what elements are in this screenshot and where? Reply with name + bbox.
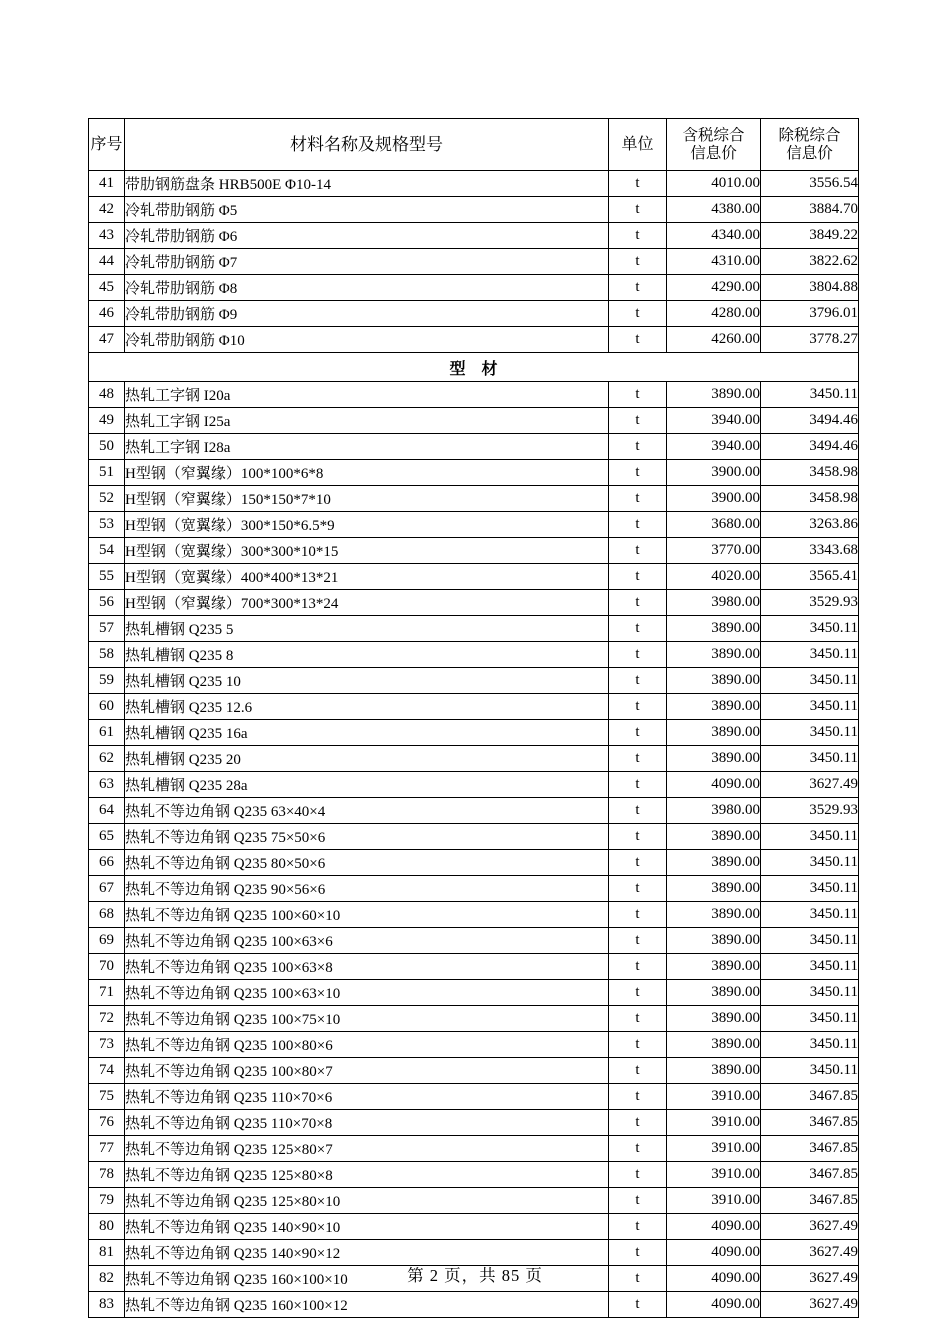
cell-sequence: 80 bbox=[89, 1214, 125, 1240]
cell-price-incl-tax: 3900.00 bbox=[667, 486, 761, 512]
cell-unit: t bbox=[609, 1110, 667, 1136]
column-header-price-excl-tax bbox=[761, 119, 859, 171]
cell-price-excl-tax: 3467.85 bbox=[761, 1136, 859, 1162]
cell-price-incl-tax: 3980.00 bbox=[667, 798, 761, 824]
cell-price-excl-tax: 3822.62 bbox=[761, 249, 859, 275]
cell-unit: t bbox=[609, 642, 667, 668]
cell-unit: t bbox=[609, 223, 667, 249]
cell-unit: t bbox=[609, 798, 667, 824]
cell-price-incl-tax: 3890.00 bbox=[667, 668, 761, 694]
table-row bbox=[89, 798, 859, 824]
cell-price-incl-tax: 3910.00 bbox=[667, 1162, 761, 1188]
column-header-price-incl-tax bbox=[667, 119, 761, 171]
table-row bbox=[89, 1058, 859, 1084]
cell-unit: t bbox=[609, 171, 667, 197]
cell-price-excl-tax: 3796.01 bbox=[761, 301, 859, 327]
cell-material-name: 冷轧带肋钢筋 Φ6 bbox=[125, 223, 609, 249]
price-excl-tax-line2: 信息价 bbox=[786, 144, 833, 162]
cell-unit: t bbox=[609, 1084, 667, 1110]
cell-material-name: 热轧不等边角钢 Q235 110×70×6 bbox=[125, 1084, 609, 1110]
cell-price-incl-tax: 3910.00 bbox=[667, 1110, 761, 1136]
cell-price-excl-tax: 3627.49 bbox=[761, 1292, 859, 1318]
cell-unit: t bbox=[609, 434, 667, 460]
cell-sequence: 73 bbox=[89, 1032, 125, 1058]
cell-price-incl-tax: 4090.00 bbox=[667, 1214, 761, 1240]
cell-unit: t bbox=[609, 980, 667, 1006]
cell-unit: t bbox=[609, 746, 667, 772]
table-row bbox=[89, 327, 859, 353]
cell-price-incl-tax: 3890.00 bbox=[667, 694, 761, 720]
cell-price-incl-tax: 4020.00 bbox=[667, 564, 761, 590]
cell-unit: t bbox=[609, 954, 667, 980]
cell-price-excl-tax: 3556.54 bbox=[761, 171, 859, 197]
table-row bbox=[89, 1188, 859, 1214]
cell-material-name: 带肋钢筋盘条 HRB500E Φ10-14 bbox=[125, 171, 609, 197]
cell-price-excl-tax: 3627.49 bbox=[761, 772, 859, 798]
cell-material-name: H型钢（宽翼缘）300*150*6.5*9 bbox=[125, 512, 609, 538]
cell-unit: t bbox=[609, 1006, 667, 1032]
cell-material-name: H型钢（窄翼缘）700*300*13*24 bbox=[125, 590, 609, 616]
cell-price-incl-tax: 3890.00 bbox=[667, 746, 761, 772]
table-row bbox=[89, 694, 859, 720]
table-row bbox=[89, 434, 859, 460]
cell-sequence: 81 bbox=[89, 1240, 125, 1266]
cell-sequence: 63 bbox=[89, 772, 125, 798]
cell-sequence: 77 bbox=[89, 1136, 125, 1162]
table-row bbox=[89, 171, 859, 197]
cell-sequence: 54 bbox=[89, 538, 125, 564]
cell-price-incl-tax: 3910.00 bbox=[667, 1136, 761, 1162]
cell-price-excl-tax: 3450.11 bbox=[761, 720, 859, 746]
cell-price-excl-tax: 3450.11 bbox=[761, 382, 859, 408]
cell-price-excl-tax: 3450.11 bbox=[761, 746, 859, 772]
cell-sequence: 67 bbox=[89, 876, 125, 902]
cell-sequence: 60 bbox=[89, 694, 125, 720]
cell-price-excl-tax: 3450.11 bbox=[761, 1058, 859, 1084]
cell-price-excl-tax: 3884.70 bbox=[761, 197, 859, 223]
cell-price-excl-tax: 3627.49 bbox=[761, 1266, 859, 1292]
price-incl-tax-line1: 含税综合 bbox=[682, 127, 745, 145]
cell-sequence: 50 bbox=[89, 434, 125, 460]
cell-unit: t bbox=[609, 1136, 667, 1162]
cell-price-excl-tax: 3450.11 bbox=[761, 1006, 859, 1032]
price-incl-tax-line2: 信息价 bbox=[690, 144, 737, 162]
cell-price-excl-tax: 3343.68 bbox=[761, 538, 859, 564]
cell-material-name: 热轧槽钢 Q235 16a bbox=[125, 720, 609, 746]
cell-material-name: 热轧槽钢 Q235 20 bbox=[125, 746, 609, 772]
cell-price-incl-tax: 3890.00 bbox=[667, 824, 761, 850]
cell-sequence: 68 bbox=[89, 902, 125, 928]
cell-sequence: 76 bbox=[89, 1110, 125, 1136]
cell-price-incl-tax: 4090.00 bbox=[667, 1266, 761, 1292]
table-row bbox=[89, 772, 859, 798]
cell-unit: t bbox=[609, 486, 667, 512]
cell-sequence: 74 bbox=[89, 1058, 125, 1084]
table-row bbox=[89, 564, 859, 590]
cell-material-name: 热轧槽钢 Q235 5 bbox=[125, 616, 609, 642]
cell-price-incl-tax: 3890.00 bbox=[667, 902, 761, 928]
table-section-header-row bbox=[89, 353, 859, 382]
table-row bbox=[89, 301, 859, 327]
cell-price-incl-tax: 3940.00 bbox=[667, 408, 761, 434]
cell-unit: t bbox=[609, 876, 667, 902]
cell-material-name: 热轧不等边角钢 Q235 75×50×6 bbox=[125, 824, 609, 850]
cell-price-excl-tax: 3467.85 bbox=[761, 1084, 859, 1110]
table-row bbox=[89, 824, 859, 850]
table-row bbox=[89, 249, 859, 275]
cell-material-name: 冷轧带肋钢筋 Φ9 bbox=[125, 301, 609, 327]
cell-unit: t bbox=[609, 902, 667, 928]
cell-sequence: 51 bbox=[89, 460, 125, 486]
cell-unit: t bbox=[609, 460, 667, 486]
cell-material-name: 热轧不等边角钢 Q235 125×80×7 bbox=[125, 1136, 609, 1162]
cell-material-name: 热轧不等边角钢 Q235 160×100×12 bbox=[125, 1292, 609, 1318]
cell-sequence: 71 bbox=[89, 980, 125, 1006]
cell-price-excl-tax: 3450.11 bbox=[761, 980, 859, 1006]
section-title: 型 材 bbox=[89, 353, 859, 382]
cell-unit: t bbox=[609, 512, 667, 538]
table-row bbox=[89, 876, 859, 902]
cell-price-excl-tax: 3529.93 bbox=[761, 798, 859, 824]
cell-unit: t bbox=[609, 824, 667, 850]
cell-price-incl-tax: 4260.00 bbox=[667, 327, 761, 353]
cell-sequence: 65 bbox=[89, 824, 125, 850]
cell-unit: t bbox=[609, 1266, 667, 1292]
cell-material-name: 热轧不等边角钢 Q235 110×70×8 bbox=[125, 1110, 609, 1136]
cell-price-excl-tax: 3450.11 bbox=[761, 876, 859, 902]
cell-price-incl-tax: 3890.00 bbox=[667, 876, 761, 902]
cell-unit: t bbox=[609, 275, 667, 301]
cell-material-name: 热轧不等边角钢 Q235 100×75×10 bbox=[125, 1006, 609, 1032]
cell-material-name: 冷轧带肋钢筋 Φ8 bbox=[125, 275, 609, 301]
cell-material-name: 热轧槽钢 Q235 10 bbox=[125, 668, 609, 694]
column-header-sequence: 序号 bbox=[89, 119, 125, 171]
table-row bbox=[89, 1136, 859, 1162]
cell-unit: t bbox=[609, 1214, 667, 1240]
cell-unit: t bbox=[609, 928, 667, 954]
cell-sequence: 70 bbox=[89, 954, 125, 980]
cell-unit: t bbox=[609, 616, 667, 642]
cell-sequence: 75 bbox=[89, 1084, 125, 1110]
table-row bbox=[89, 850, 859, 876]
cell-material-name: 热轧槽钢 Q235 8 bbox=[125, 642, 609, 668]
cell-price-excl-tax: 3450.11 bbox=[761, 642, 859, 668]
cell-unit: t bbox=[609, 1188, 667, 1214]
cell-sequence: 82 bbox=[89, 1266, 125, 1292]
cell-unit: t bbox=[609, 694, 667, 720]
cell-price-excl-tax: 3450.11 bbox=[761, 694, 859, 720]
cell-sequence: 79 bbox=[89, 1188, 125, 1214]
cell-sequence: 44 bbox=[89, 249, 125, 275]
cell-sequence: 45 bbox=[89, 275, 125, 301]
cell-unit: t bbox=[609, 720, 667, 746]
cell-price-incl-tax: 3910.00 bbox=[667, 1084, 761, 1110]
cell-price-excl-tax: 3627.49 bbox=[761, 1214, 859, 1240]
cell-unit: t bbox=[609, 301, 667, 327]
cell-material-name: 热轧不等边角钢 Q235 100×80×6 bbox=[125, 1032, 609, 1058]
cell-sequence: 52 bbox=[89, 486, 125, 512]
cell-sequence: 41 bbox=[89, 171, 125, 197]
cell-price-excl-tax: 3565.41 bbox=[761, 564, 859, 590]
table-row bbox=[89, 746, 859, 772]
cell-price-excl-tax: 3450.11 bbox=[761, 902, 859, 928]
cell-sequence: 55 bbox=[89, 564, 125, 590]
cell-sequence: 46 bbox=[89, 301, 125, 327]
cell-price-incl-tax: 4280.00 bbox=[667, 301, 761, 327]
cell-price-incl-tax: 4090.00 bbox=[667, 1292, 761, 1318]
cell-material-name: H型钢（窄翼缘）150*150*7*10 bbox=[125, 486, 609, 512]
cell-sequence: 47 bbox=[89, 327, 125, 353]
cell-material-name: 冷轧带肋钢筋 Φ5 bbox=[125, 197, 609, 223]
cell-price-incl-tax: 3890.00 bbox=[667, 1058, 761, 1084]
table-row bbox=[89, 382, 859, 408]
cell-material-name: 热轧工字钢 I20a bbox=[125, 382, 609, 408]
cell-price-excl-tax: 3450.11 bbox=[761, 668, 859, 694]
cell-unit: t bbox=[609, 382, 667, 408]
table-row bbox=[89, 486, 859, 512]
cell-unit: t bbox=[609, 564, 667, 590]
cell-price-incl-tax: 3890.00 bbox=[667, 616, 761, 642]
cell-material-name: 热轧不等边角钢 Q235 125×80×10 bbox=[125, 1188, 609, 1214]
cell-sequence: 61 bbox=[89, 720, 125, 746]
cell-material-name: 热轧槽钢 Q235 28a bbox=[125, 772, 609, 798]
cell-material-name: 热轧工字钢 I25a bbox=[125, 408, 609, 434]
cell-price-incl-tax: 3890.00 bbox=[667, 980, 761, 1006]
table-row bbox=[89, 1292, 859, 1318]
cell-price-excl-tax: 3467.85 bbox=[761, 1162, 859, 1188]
column-header-unit: 单位 bbox=[609, 119, 667, 171]
cell-price-excl-tax: 3467.85 bbox=[761, 1188, 859, 1214]
table-row bbox=[89, 668, 859, 694]
cell-material-name: 热轧不等边角钢 Q235 140×90×12 bbox=[125, 1240, 609, 1266]
cell-price-incl-tax: 4340.00 bbox=[667, 223, 761, 249]
table-row bbox=[89, 275, 859, 301]
cell-price-incl-tax: 4090.00 bbox=[667, 1240, 761, 1266]
table-row bbox=[89, 642, 859, 668]
cell-unit: t bbox=[609, 538, 667, 564]
cell-material-name: 热轧不等边角钢 Q235 140×90×10 bbox=[125, 1214, 609, 1240]
table-row bbox=[89, 928, 859, 954]
cell-sequence: 78 bbox=[89, 1162, 125, 1188]
table-row bbox=[89, 720, 859, 746]
table-row bbox=[89, 980, 859, 1006]
cell-material-name: H型钢（宽翼缘）300*300*10*15 bbox=[125, 538, 609, 564]
cell-material-name: 冷轧带肋钢筋 Φ7 bbox=[125, 249, 609, 275]
cell-material-name: 热轧不等边角钢 Q235 100×80×7 bbox=[125, 1058, 609, 1084]
cell-unit: t bbox=[609, 850, 667, 876]
cell-unit: t bbox=[609, 590, 667, 616]
cell-material-name: 热轧不等边角钢 Q235 100×63×6 bbox=[125, 928, 609, 954]
cell-price-excl-tax: 3458.98 bbox=[761, 460, 859, 486]
cell-sequence: 72 bbox=[89, 1006, 125, 1032]
cell-price-excl-tax: 3778.27 bbox=[761, 327, 859, 353]
cell-material-name: 热轧不等边角钢 Q235 100×63×10 bbox=[125, 980, 609, 1006]
table-row bbox=[89, 197, 859, 223]
cell-sequence: 64 bbox=[89, 798, 125, 824]
table-row bbox=[89, 408, 859, 434]
cell-unit: t bbox=[609, 1162, 667, 1188]
cell-price-incl-tax: 3900.00 bbox=[667, 460, 761, 486]
cell-price-excl-tax: 3450.11 bbox=[761, 824, 859, 850]
cell-price-incl-tax: 4380.00 bbox=[667, 197, 761, 223]
table-row bbox=[89, 1162, 859, 1188]
cell-unit: t bbox=[609, 408, 667, 434]
cell-material-name: H型钢（宽翼缘）400*400*13*21 bbox=[125, 564, 609, 590]
cell-price-incl-tax: 3890.00 bbox=[667, 382, 761, 408]
table-row bbox=[89, 954, 859, 980]
cell-sequence: 69 bbox=[89, 928, 125, 954]
table-row bbox=[89, 512, 859, 538]
cell-price-excl-tax: 3450.11 bbox=[761, 850, 859, 876]
cell-unit: t bbox=[609, 327, 667, 353]
cell-sequence: 83 bbox=[89, 1292, 125, 1318]
table-row bbox=[89, 538, 859, 564]
cell-material-name: 热轧不等边角钢 Q235 63×40×4 bbox=[125, 798, 609, 824]
cell-price-incl-tax: 3890.00 bbox=[667, 954, 761, 980]
cell-price-excl-tax: 3627.49 bbox=[761, 1240, 859, 1266]
cell-price-incl-tax: 3680.00 bbox=[667, 512, 761, 538]
cell-price-excl-tax: 3450.11 bbox=[761, 1032, 859, 1058]
cell-price-incl-tax: 3890.00 bbox=[667, 850, 761, 876]
table-row bbox=[89, 902, 859, 928]
cell-sequence: 49 bbox=[89, 408, 125, 434]
cell-price-excl-tax: 3450.11 bbox=[761, 616, 859, 642]
cell-sequence: 62 bbox=[89, 746, 125, 772]
table-row bbox=[89, 460, 859, 486]
cell-price-incl-tax: 4310.00 bbox=[667, 249, 761, 275]
table-row bbox=[89, 590, 859, 616]
cell-unit: t bbox=[609, 197, 667, 223]
cell-sequence: 48 bbox=[89, 382, 125, 408]
cell-material-name: 热轧槽钢 Q235 12.6 bbox=[125, 694, 609, 720]
cell-price-incl-tax: 3890.00 bbox=[667, 642, 761, 668]
column-header-material-name: 材料名称及规格型号 bbox=[125, 119, 609, 171]
cell-material-name: 热轧不等边角钢 Q235 90×56×6 bbox=[125, 876, 609, 902]
table-row bbox=[89, 616, 859, 642]
cell-unit: t bbox=[609, 1292, 667, 1318]
cell-price-incl-tax: 4090.00 bbox=[667, 772, 761, 798]
cell-price-excl-tax: 3458.98 bbox=[761, 486, 859, 512]
table-header bbox=[89, 119, 859, 171]
cell-unit: t bbox=[609, 249, 667, 275]
cell-unit: t bbox=[609, 1032, 667, 1058]
table-row bbox=[89, 223, 859, 249]
cell-sequence: 66 bbox=[89, 850, 125, 876]
table-row bbox=[89, 1006, 859, 1032]
cell-sequence: 42 bbox=[89, 197, 125, 223]
cell-price-incl-tax: 3770.00 bbox=[667, 538, 761, 564]
cell-price-excl-tax: 3529.93 bbox=[761, 590, 859, 616]
cell-price-excl-tax: 3450.11 bbox=[761, 928, 859, 954]
cell-sequence: 53 bbox=[89, 512, 125, 538]
page-footer: 第 2 页，共 85 页 bbox=[407, 1266, 543, 1285]
cell-price-incl-tax: 4010.00 bbox=[667, 171, 761, 197]
cell-unit: t bbox=[609, 1058, 667, 1084]
price-excl-tax-line1: 除税综合 bbox=[778, 127, 841, 145]
cell-price-excl-tax: 3450.11 bbox=[761, 954, 859, 980]
cell-price-excl-tax: 3467.85 bbox=[761, 1110, 859, 1136]
cell-unit: t bbox=[609, 668, 667, 694]
cell-price-excl-tax: 3494.46 bbox=[761, 434, 859, 460]
cell-price-incl-tax: 3940.00 bbox=[667, 434, 761, 460]
cell-price-excl-tax: 3263.86 bbox=[761, 512, 859, 538]
cell-sequence: 57 bbox=[89, 616, 125, 642]
cell-price-excl-tax: 3494.46 bbox=[761, 408, 859, 434]
cell-price-excl-tax: 3849.22 bbox=[761, 223, 859, 249]
cell-sequence: 43 bbox=[89, 223, 125, 249]
cell-price-incl-tax: 4290.00 bbox=[667, 275, 761, 301]
cell-price-incl-tax: 3890.00 bbox=[667, 928, 761, 954]
table-row bbox=[89, 1032, 859, 1058]
cell-material-name: 热轧不等边角钢 Q235 125×80×8 bbox=[125, 1162, 609, 1188]
table-body bbox=[89, 171, 859, 1318]
table-row bbox=[89, 1084, 859, 1110]
cell-material-name: 热轧不等边角钢 Q235 160×100×10 bbox=[125, 1266, 609, 1292]
cell-unit: t bbox=[609, 772, 667, 798]
cell-price-incl-tax: 3890.00 bbox=[667, 720, 761, 746]
cell-price-incl-tax: 3890.00 bbox=[667, 1032, 761, 1058]
header-row bbox=[89, 119, 859, 171]
cell-price-incl-tax: 3910.00 bbox=[667, 1188, 761, 1214]
cell-unit: t bbox=[609, 1240, 667, 1266]
cell-sequence: 59 bbox=[89, 668, 125, 694]
material-price-table bbox=[88, 118, 859, 1318]
cell-price-excl-tax: 3804.88 bbox=[761, 275, 859, 301]
cell-material-name: 热轧不等边角钢 Q235 100×63×8 bbox=[125, 954, 609, 980]
table-row bbox=[89, 1110, 859, 1136]
cell-material-name: 热轧不等边角钢 Q235 100×60×10 bbox=[125, 902, 609, 928]
cell-material-name: H型钢（窄翼缘）100*100*6*8 bbox=[125, 460, 609, 486]
cell-price-incl-tax: 3980.00 bbox=[667, 590, 761, 616]
cell-material-name: 冷轧带肋钢筋 Φ10 bbox=[125, 327, 609, 353]
cell-material-name: 热轧不等边角钢 Q235 80×50×6 bbox=[125, 850, 609, 876]
cell-sequence: 58 bbox=[89, 642, 125, 668]
cell-sequence: 56 bbox=[89, 590, 125, 616]
table-row bbox=[89, 1214, 859, 1240]
cell-price-incl-tax: 3890.00 bbox=[667, 1006, 761, 1032]
cell-material-name: 热轧工字钢 I28a bbox=[125, 434, 609, 460]
